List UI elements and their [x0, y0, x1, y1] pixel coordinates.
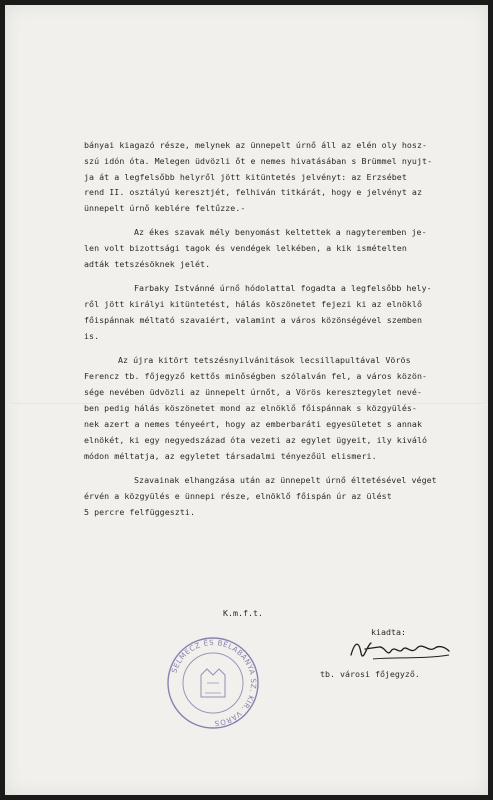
document-line: szú idón óta. Melegen üdvözli őt e nemes hivatásában s Brümmel nyujt-: [84, 156, 433, 166]
document-line: érvén a közgyülés e ünnepi része, elnöklő főispán úr az ülést: [84, 491, 392, 501]
document-line: 5 percre felfüggeszti.: [84, 507, 195, 517]
document-line: Szavainak elhangzása után az ünnepelt úrnő éltetésével véget: [134, 475, 437, 485]
document-page: [5, 5, 488, 795]
kmft-initials: K.m.f.t.: [223, 608, 263, 618]
document-line: Ferencz tb. főjegyző kettős minőségben szólalván fel, a város közön-: [84, 371, 428, 381]
document-line: nek azert a nemes tényeért, hogy az emberbaráti egyesületet s annak: [84, 419, 423, 429]
signer-title: tb. városi főjegyző.: [320, 669, 420, 679]
document-line: adták tetszésöknek jelét.: [84, 259, 211, 269]
document-line: sége nevében üdvözli az ünnepelt úrnőt, a Vörös keresztegylet nevé-: [84, 387, 423, 397]
document-line: Az ékes szavak mély benyomást keltettek a nagyteremben je-: [134, 227, 427, 237]
document-line: ünnepelt úrnő keblére feltűzze.-: [84, 203, 246, 213]
svg-text:SELMECZ ÉS BÉLABÁNYA SZ. KIR.: SELMECZ ÉS BÉLABÁNYA SZ. KIR. VÁROS: [169, 637, 259, 729]
document-line: rend II. osztályú keresztjét, felhiván titkárát, hogy e jelvényt az: [84, 187, 423, 197]
document-line: ja át a legfelsőbb helyről jött kitüntetés jelvényt: az Erzsébet: [84, 172, 407, 182]
document-line: bányai kiagazó része, melynek az ünnepelt úrnő áll az elén oly hosz-: [84, 140, 428, 150]
document-line: ről jött királyi kitüntetést, hálás köszönetet fejezi ki az elnöklő: [84, 299, 423, 309]
document-line: len volt bizottsági tagok és vendégek lelkében, a kik ismételten: [84, 243, 407, 253]
official-seal-stamp: [165, 635, 261, 731]
issued-label: kiadta:: [371, 627, 406, 637]
document-line: módon méltatja, az egyletet társadalmi tényezőül elismeri.: [84, 451, 377, 461]
signature: [345, 633, 455, 673]
document-line: is.: [84, 331, 100, 341]
document-line: Az újra kitört tetszésnyilvánitások lecsillapultával Vörös: [118, 355, 411, 365]
document-line: elnökét, ki egy negyedszázad óta vezeti az egylet ügyeit, ily kiváló: [84, 435, 428, 445]
document-line: főispánnak méltató szavaiért, valamint a város közönségével szemben: [84, 315, 423, 325]
document-line: ben pedig hálás köszönetet mond az elnöklő főispánnak s közgyülés-: [84, 403, 417, 413]
document-line: Farbaky Istvánné úrnő hódolattal fogadta a legfelsőbb hely-: [134, 283, 432, 293]
